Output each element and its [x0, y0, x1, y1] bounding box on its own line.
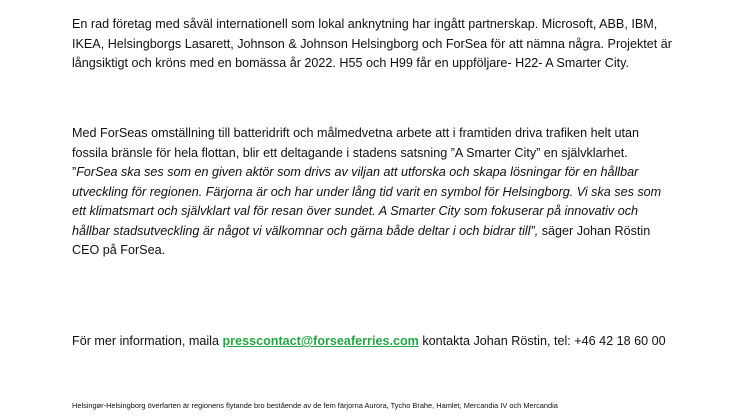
intro-text: Med ForSeas omställning till batteridrift och målmedvetna arbete att i framtiden driva trafiken helt utan fossila bränsle för hela flottan, blir ett deltagande i stadens satsning ”A Smarter City” en självklarhet. ” [72, 126, 639, 179]
smarter-city-paragraph [72, 124, 672, 261]
ceo-quote: ForSea ska ses som en given aktör som drivs av viljan att utforska och skapa lösningar för en hållbar utveckling för regionen. Färjorna är och har under lång tid varit en symbol för Helsingborg. Vi ska ses som ett klimatsmart och självklart val för resan över sundet. A Smarter City som fokuserar på innovativ och hållbar stadsutveckling är något vi välkomnar och gärna både deltar i och bidrar till”, [72, 165, 662, 238]
contact-suffix: kontakta Johan Röstin, tel: +46 42 18 60 00 [418, 334, 666, 348]
contact-line [72, 332, 692, 351]
footer-note: Helsingør-Helsingborg överfarten är regionens flytande bro bestående av de fem färjorna Aurora, Tycho Brahe, Hamlet, Mercandia IV och Mercandia [72, 401, 558, 410]
quote-attribution: säger Johan Röstin CEO på ForSea. [72, 223, 651, 257]
contact-prefix: För mer information, maila [72, 334, 223, 348]
press-email-link[interactable]: presscontact@forseaferries.com [222, 334, 419, 348]
partners-paragraph: En rad företag med såväl internationell som lokal anknytning har ingått partnerskap. Microsoft, ABB, IBM, IKEA, Helsingborgs Lasarett, Johnson & Johnson Helsingborg och ForSea för att nämna några. Projektet är långsiktigt och kröns med en bomässa år 2022. H55 och H99 får en uppföljare- H22- A Smarter City. [72, 17, 672, 70]
